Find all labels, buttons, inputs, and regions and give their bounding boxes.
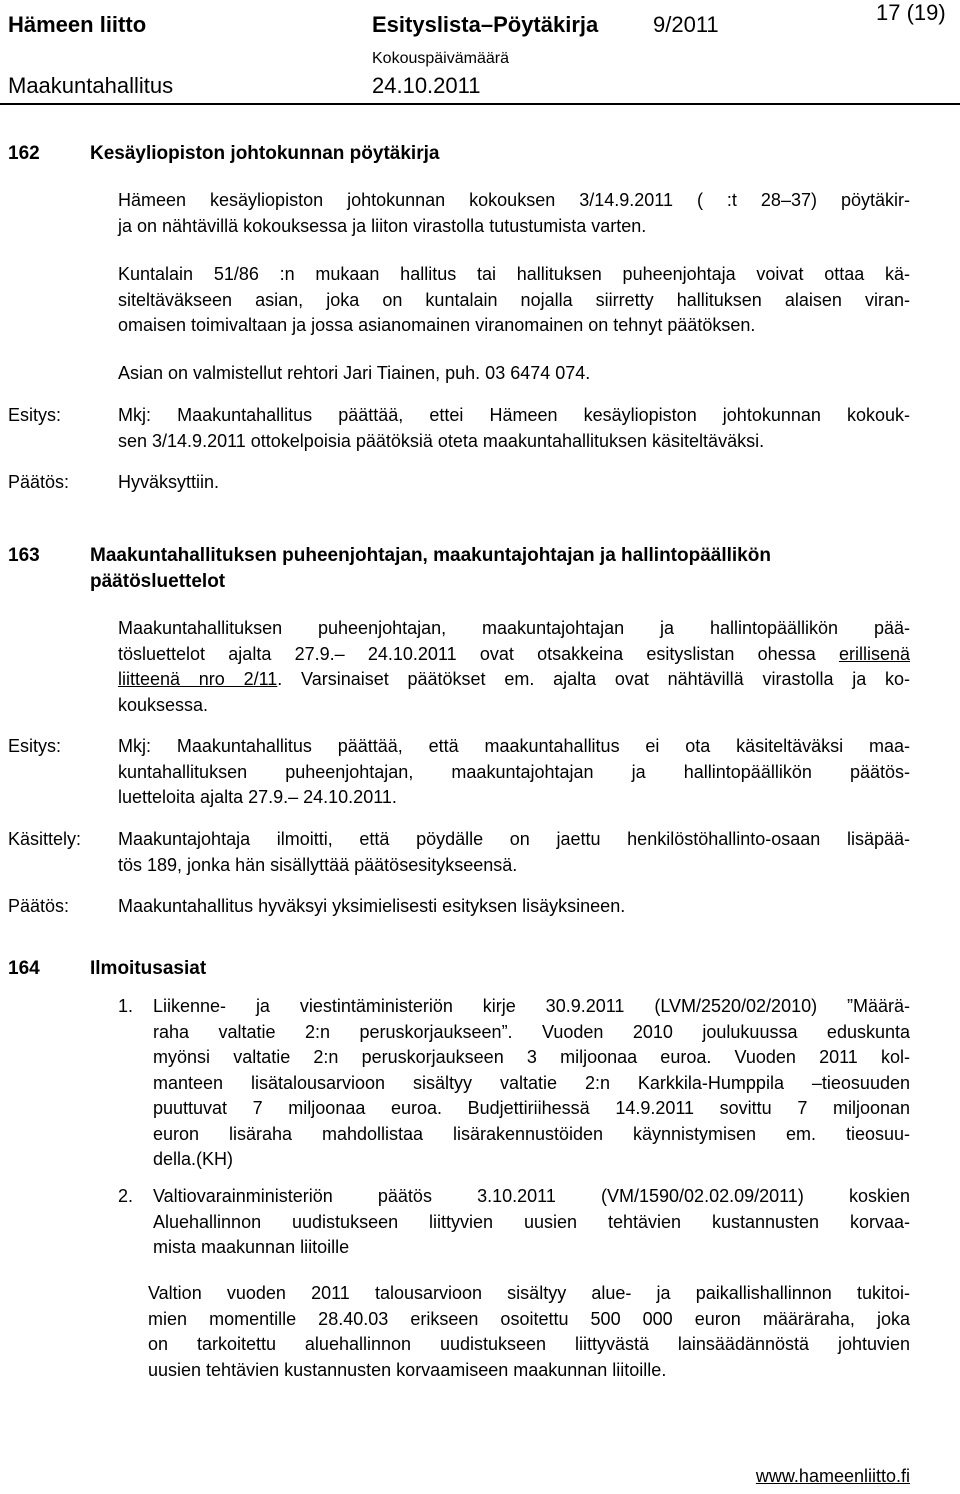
section-sign-icon [48, 143, 53, 165]
attachment-link: liitteenä nro 2/11 [118, 669, 278, 689]
list-item-1: Liikenne- ja viestintäministeriön kirje 30.9.2011 (LVM/2520/02/2010) ”Määrä- raha valtatie 2:n peruskorjaukseen”. Vuoden 2010 joulukuussa eduskunta myönsi valtatie 2:n peruskorjaukseen 3 miljoonaa euroa. Vuoden 2011 kol- manteen lisätalousarvioon sisältyy valtatie 2:n Karkkila-Humppila –tieosuuden puuttuvat 7 miljoonaa euroa. Budjettiriihessä 14.9.2011 sovittu 7 miljoonan euron lisäraha mahdollistaa lisärakennustöiden käynnistymisen em. tieosuu- della.(KH) [153, 996, 910, 1169]
s162-paragraph-2: Kuntalain 51/86 :n mukaan hallitus tai hallituksen puheenjohtaja voivat ottaa kä- siteltäväkseen asian, joka on kuntalain nojalla siirretty hallituksen alaisen viran- omaisen toimivaltaan ja jossa asianomainen viranomainen on tehnyt päätöksen. [118, 264, 910, 335]
s162-paatos-text: Hyväksyttiin. [118, 472, 220, 492]
section-sign-icon [48, 545, 53, 567]
doc-number: 9/2011 [653, 12, 719, 37]
footer-website-link[interactable]: www.hameenliitto.fi [755, 1466, 910, 1486]
s162-prepared-by: Asian on valmistellut rehtori Jari Tiainen, puh. 03 6474 074. [118, 363, 591, 383]
attachment-link: erillisenä [838, 643, 910, 664]
page-number: 17 (19) [876, 0, 946, 25]
section-title: Kesäyliopiston johtokunnan pöytäkirja [90, 143, 440, 164]
s163-paatos-text: Maakuntahallitus hyväksyi yksimielisesti esityksen lisäyksineen. [118, 896, 626, 916]
s163-paatos-label: Päätös: [8, 896, 70, 916]
s162-esitys-text: Mkj: Maakuntahallitus päättää, ettei Hämeen kesäyliopiston johtokunnan kokouk- sen 3/14.9.2011 ottokelpoisia päätöksiä oteta maakuntahallituksen käsiteltäväksi. [118, 405, 910, 451]
s162-paragraph-1: Hämeen kesäyliopiston johtokunnan kokouksen 3/14.9.2011 ( :t 28–37) pöytäkir- ja on nähtävillä kokouksessa ja liiton virastolla tutustumista varten. [118, 190, 910, 236]
section-number: 162 [8, 143, 40, 164]
list-item-2: Valtiovarainministeriön päätös 3.10.2011 (VM/1590/02.02.09/2011) koskien Aluehallinnon uudistukseen liittyvien uusien tehtävien kustannusten korvaa- mista maakunnan liitoille [153, 1186, 910, 1257]
s163-esitys-text: Mkj: Maakuntahallitus päättää, että maakuntahallitus ei ota käsiteltäväksi maa- kuntahallituksen puheenjohtajan, maakuntajohtajan ja hallintopäällikön päätös- luetteloita ajalta 27.9.– 24.10.2011. [118, 736, 910, 807]
meeting-date: 24.10.2011 [372, 73, 481, 98]
doc-type: Esityslista–Pöytäkirja [372, 12, 599, 37]
section-sign-icon [48, 958, 53, 980]
org-name: Hämeen liitto [8, 12, 147, 37]
list-item-number: 1. [118, 996, 134, 1016]
section-title-line-2: päätösluettelot [90, 571, 226, 592]
list-item-number: 2. [118, 1186, 134, 1206]
s162-esitys-label: Esitys: [8, 405, 62, 425]
section-number: 163 [8, 545, 40, 566]
list-item-2-body: Valtion vuoden 2011 talousarvioon sisältyy alue- ja paikallishallinnon tukitoi- mien momentille 28.40.03 erikseen osoitettu 500 000 euron määräraha, joka on tarkoitettu aluehallinnon uudistukseen liittyvästä lainsäädännöstä johtuvien uusien tehtävien kustannusten korvaamiseen maakunnan liitoille. [148, 1283, 910, 1380]
date-label: Kokouspäivämäärä [372, 50, 509, 67]
s163-kasittely-text: Maakuntajohtaja ilmoitti, että pöydälle on jaettu henkilöstöhallinto-osaan lisäpää- tös 189, jonka hän sisällyttää päätösesitykseensä. [118, 829, 910, 875]
s163-kasittely-label: Käsittely: [8, 829, 82, 849]
header-rule [0, 103, 960, 105]
section-number: 164 [8, 958, 40, 979]
s163-paragraph-1: Maakuntahallituksen puheenjohtajan, maakuntajohtajan ja hallintopäällikön pää- tösluettelot ajalta 27.9.– 24.10.2011 ovat otsakkeina esityslistan ohessa erillisenä liitteenä nro 2/11. Varsinaiset päätökset em. ajalta ovat nähtävillä virastolla ja ko- kouksessa. [118, 618, 911, 715]
section-title-line-1: Maakuntahallituksen puheenjohtajan, maakuntajohtajan ja hallintopäällikön [90, 545, 771, 566]
s163-esitys-label: Esitys: [8, 736, 62, 756]
s162-paatos-label: Päätös: [8, 472, 70, 492]
section-title: Ilmoitusasiat [90, 958, 207, 979]
body-name: Maakuntahallitus [8, 73, 174, 98]
